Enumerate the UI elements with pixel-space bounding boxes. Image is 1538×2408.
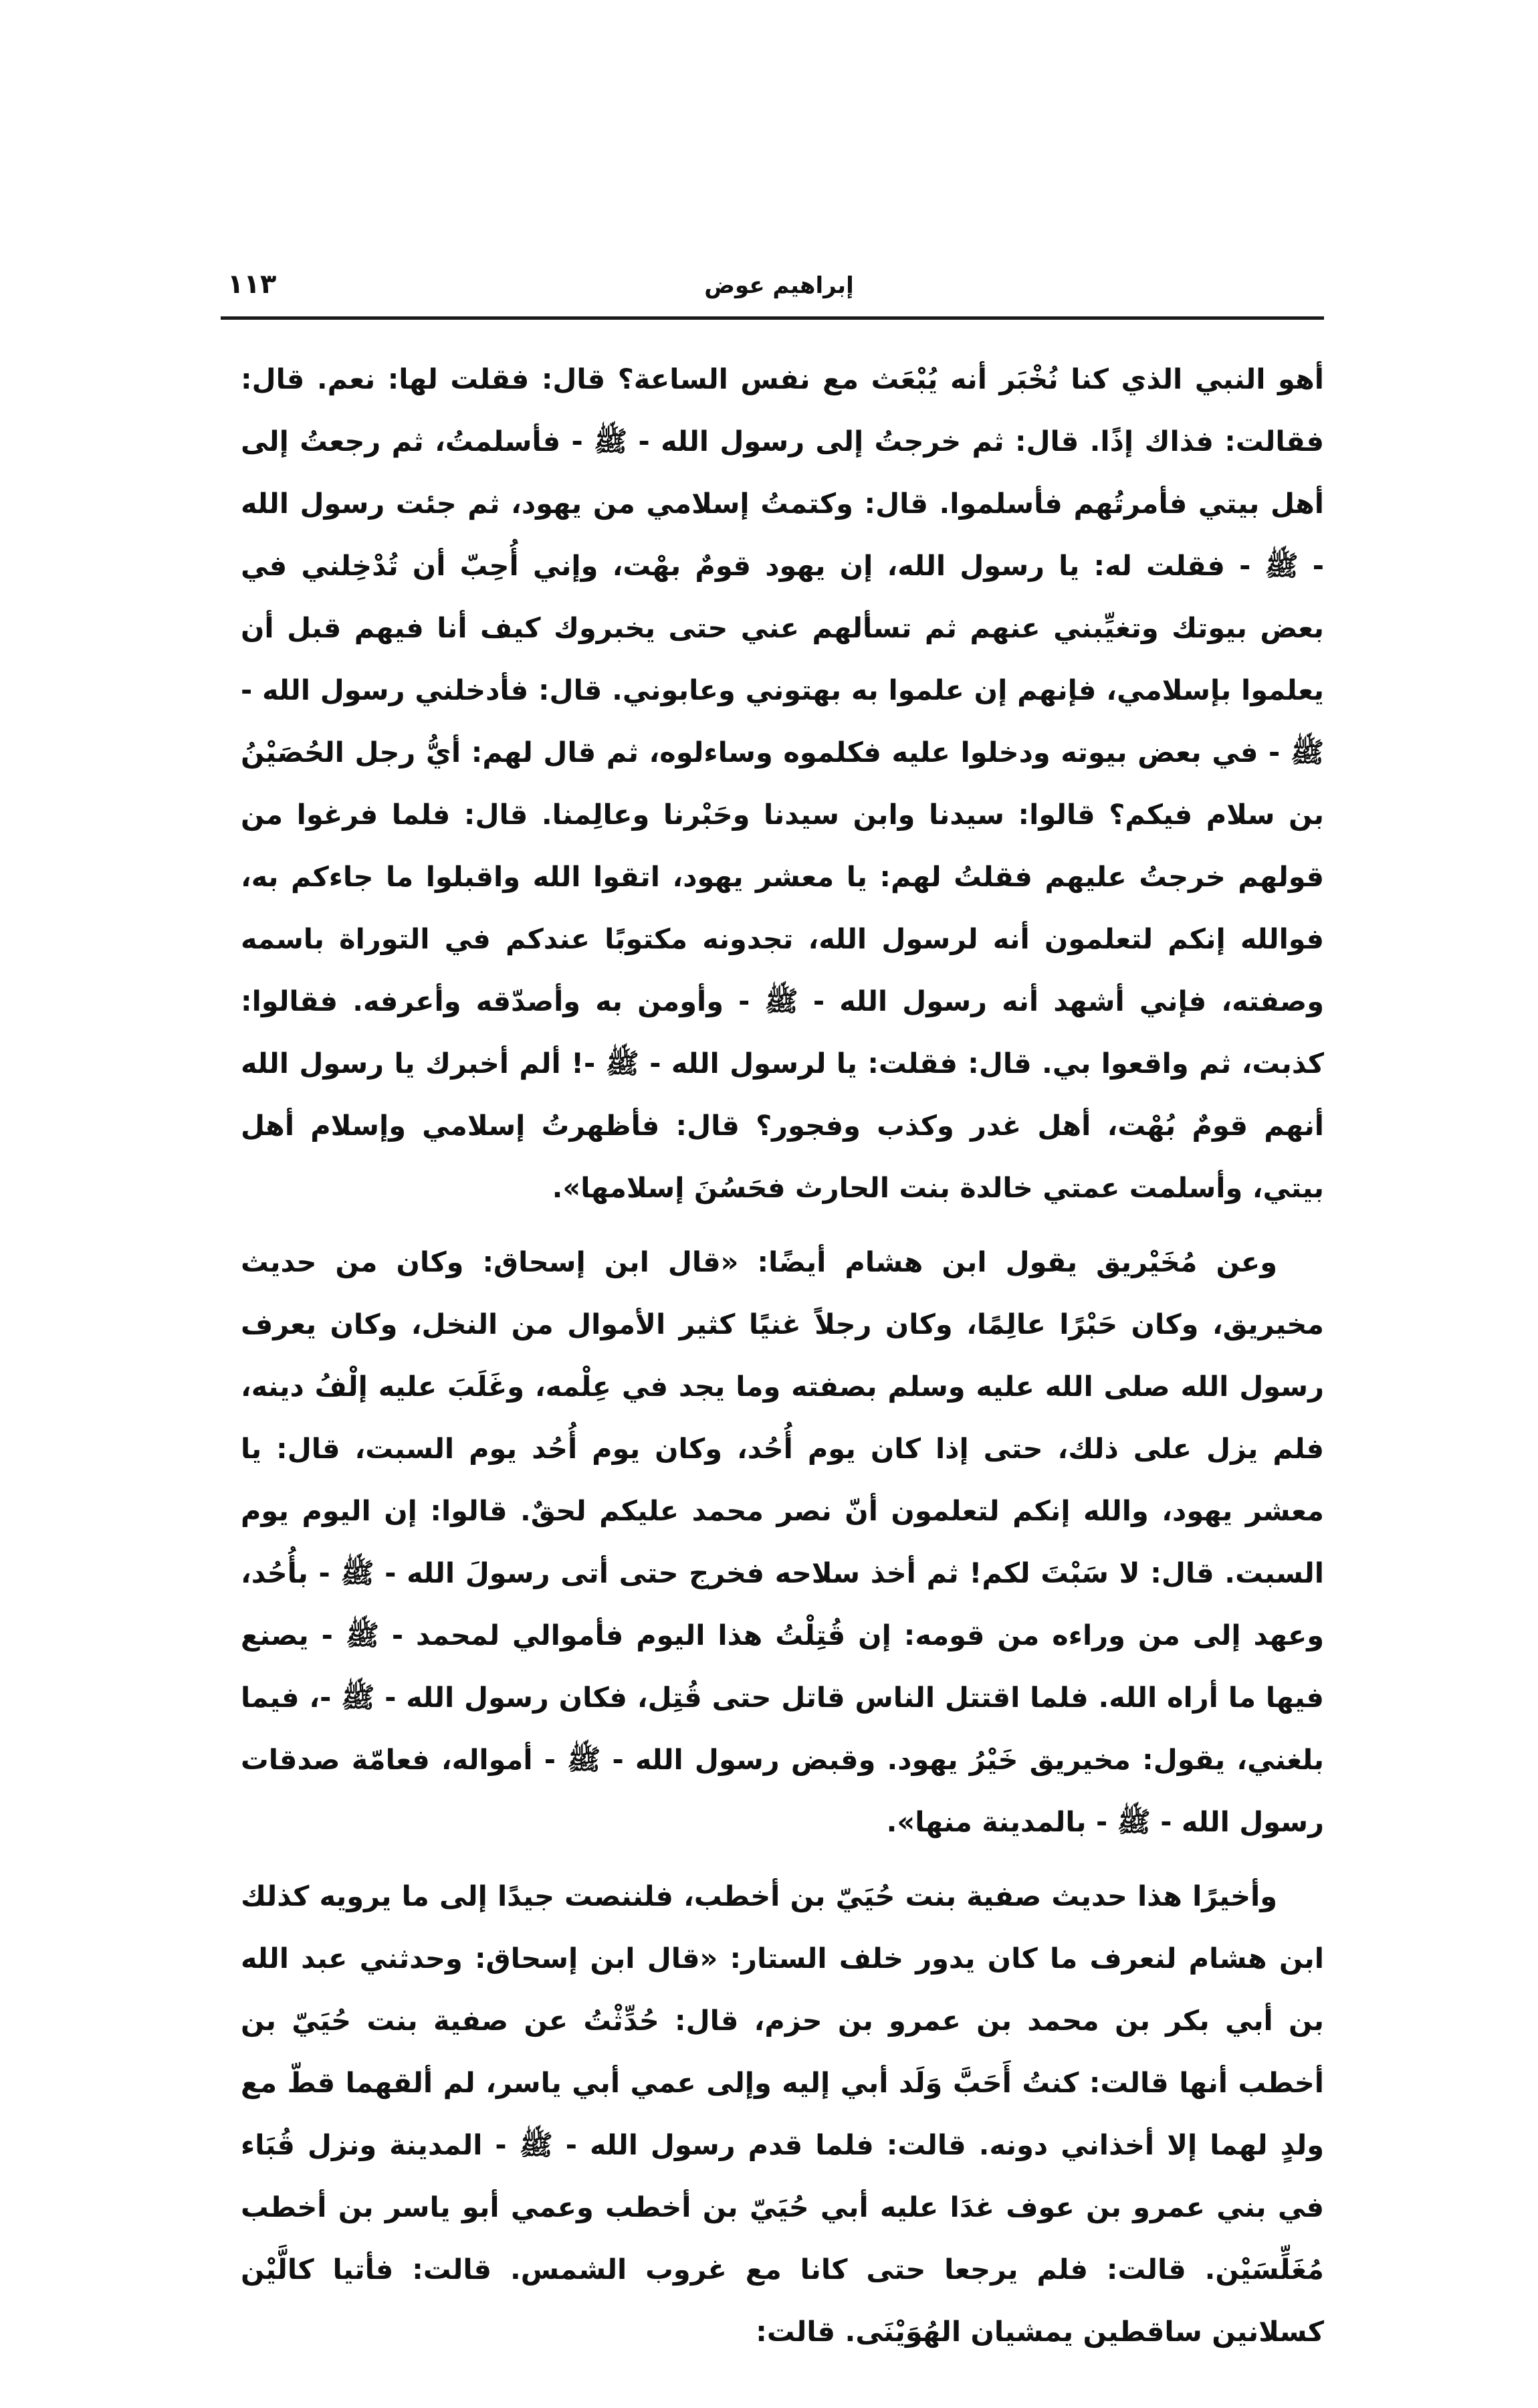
paragraph: وأخيرًا هذا حديث صفية بنت حُيَيّ بن أخطب، فلننصت جيدًا إلى ما يرويه كذلك ابن هشام لنعرف ما كان يدور خلف الستار: «قال ابن إسحاق: وحدثني عبد الله بن أبي بكر بن محمد بن عمرو بن حزم، قال: حُدِّثْتُ عن صفية بنت حُيَيّ بن أخطب أنها قالت: كنتُ أَحَبَّ وَلَد أبي إليه وإلى عمي أبي ياسر، لم ألقهما قطّ مع ولدٍ لهما إلا أخذاني دونه. قالت: فلما قدم رسول الله - ﷺ - المدينة ونزل قُبَاء في بني عمرو بن عوف غدَا عليه أبي حُيَيّ بن أخطب وعمي أبو ياسر بن أخطب مُغَلِّسَيْن. قالت: فلم يرجعا حتى كانا مع غروب الشمس. قالت: فأتيا كالَّيْن كسلانين ساقطين يمشيان الهُوَيْنَى. قالت: — [241, 1880, 1324, 2348]
page-header — [227, 264, 1331, 311]
running-head: إبراهيم عوض — [704, 272, 854, 299]
body-text — [241, 348, 1324, 2363]
header-rule — [221, 316, 1324, 320]
page-number: ١١٣ — [227, 269, 277, 300]
paragraph: أهو النبي الذي كنا نُخْبَر أنه يُبْعَث مع نفس الساعة؟ قال: فقلت لها: نعم. قال: فقالت: فذاك إذًا. قال: ثم خرجتُ إلى رسول الله - ﷺ - فأسلمتُ، ثم رجعتُ إلى أهل بيتي فأمرتُهم فأسلموا. قال: وكتمتُ إسلامي من يهود، ثم جئت رسول الله - ﷺ - فقلت له: يا رسول الله، إن يهود قومٌ بهْت، وإني أُحِبّ أن تُدْخِلني في بعض بيوتك وتغيِّبني عنهم ثم تسألهم عني حتى يخبروك كيف أنا فيهم قبل أن يعلموا بإسلامي، فإنهم إن علموا به بهتوني وعابوني. قال: فأدخلني رسول الله - ﷺ - في بعض بيوته ودخلوا عليه فكلموه وساءلوه، ثم قال لهم: أيُّ رجل الحُصَيْنُ بن سلام فيكم؟ قالوا: سيدنا وابن سيدنا وحَبْرنا وعالِمنا. قال: فلما فرغوا من قولهم خرجتُ عليهم فقلتُ لهم: يا معشر يهود، اتقوا الله واقبلوا ما جاءكم به، فوالله إنكم لتعلمون أنه لرسول الله، تجدونه مكتوبًا عندكم في التوراة باسمه وصفته، فإني أشهد أنه رسول الله - ﷺ - وأومن به وأصدّقه وأعرفه. فقالوا: كذبت، ثم واقعوا بي. قال: فقلت: يا لرسول الله - ﷺ -! ألم أخبرك يا رسول الله أنهم قومٌ بُهْت، أهل غدر وكذب وفجور؟ قال: فأظهرتُ إسلامي وإسلام أهل بيتي، وأسلمت عمتي خالدة بنت الحارث فحَسُنَ إسلامها». — [241, 363, 1324, 1204]
paragraph: وعن مُخَيْريق يقول ابن هشام أيضًا: «قال ابن إسحاق: وكان من حديث مخيريق، وكان حَبْرًا عالِمًا، وكان رجلاً غنيًا كثير الأموال من النخل، وكان يعرف رسول الله صلى الله عليه وسلم بصفته وما يجد في عِلْمه، وغَلَبَ عليه إلْفُ دينه، فلم يزل على ذلك، حتى إذا كان يوم أُحُد، وكان يوم أُحُد يوم السبت، قال: يا معشر يهود، والله إنكم لتعلمون أنّ نصر محمد عليكم لحقٌ. قالوا: إن اليوم يوم السبت. قال: لا سَبْتَ لكم! ثم أخذ سلاحه فخرج حتى أتى رسولَ الله - ﷺ - بأُحُد، وعهد إلى من وراءه من قومه: إن قُتِلْتُ هذا اليوم فأموالي لمحمد - ﷺ - يصنع فيها ما أراه الله. فلما اقتتل الناس قاتل حتى قُتِل، فكان رسول الله - ﷺ -، فيما بلغني، يقول: مخيريق خَيْرُ يهود. وقبض رسول الله - ﷺ - أمواله، فعامّة صدقات رسول الله - ﷺ - بالمدينة منها». — [241, 1245, 1324, 1838]
